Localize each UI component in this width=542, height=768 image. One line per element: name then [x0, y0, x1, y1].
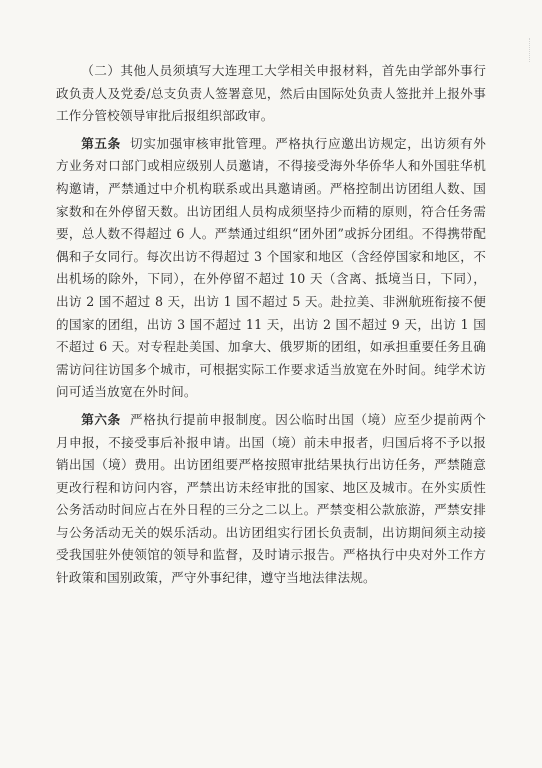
article-6-text: 严格执行提前申报制度。因公临时出国（境）应至少提前两个月申报，不接受事后补报申请。出国（境）前未申报者，归国后将不予以报销出国（境）费用。出访团组要严格按照审批结果执行出访任务，严禁随意更改行程和访问内容，严禁出访未经审批的国家、地区及城市。在外实质性公务活动时间应占在外日程的三分之二以上。严禁变相公款旅游，严禁安排与公务活动无关的娱乐活动。出访团组实行团长负责制，出访期间须主动接受我国驻外使领馆的领导和监督，及时请示报告。严格执行中央对外工作方针政策和国别政策，严守外事纪律，遵守当地法律法规。 [56, 411, 486, 586]
document-body [56, 60, 486, 590]
paragraph-item-2: （二）其他人员须填写大连理工大学相关申报材料，首先由学部外事行政负责人及党委/总支负责人签署意见，然后由国际处负责人签批并上报外事工作分管校领导审批后报组织部政审。 [56, 63, 486, 124]
article-6 [56, 409, 486, 590]
page-edge-mark [529, 38, 536, 62]
article-5-text: 切实加强审核审批管理。严格执行应邀出访规定，出访须有外方业务对口部门或相应级别人员邀请，不得接受海外华侨华人和外国驻华机构邀请，严禁通过中介机构联系或出具邀请函。严格控制出访团组人数、国家数和在外停留天数。出访团组人员构成须坚持少而精的原则，符合任务需要，总人数不得超过 6 人。严禁通过组织“团外团”或拆分团组。不得携带配偶和子女同行。每次出访不得超过 3 个国家和地区（含经停国家和地区，不出机场的除外，下同），在外停留不超过 10 天（含离、抵境当日，下同），出访 2 国不超过 8 天，出访 1 国不超过 5 天。赴拉美、非洲航班衔接不便的国家的团组，出访 3 国不超过 11 天，出访 2 国不超过 9 天，出访 1 国不超过 6 天。对专程赴美国、加拿大、俄罗斯的团组，如承担重要任务且确需访问往访国多个城市，可根据实际工作要求适当放宽在外时间。纯学术访问可适当放宽在外时间。 [56, 135, 486, 400]
article-5 [56, 133, 486, 404]
article-5-title: 第五条 [81, 135, 121, 151]
article-6-title: 第六条 [81, 411, 121, 427]
